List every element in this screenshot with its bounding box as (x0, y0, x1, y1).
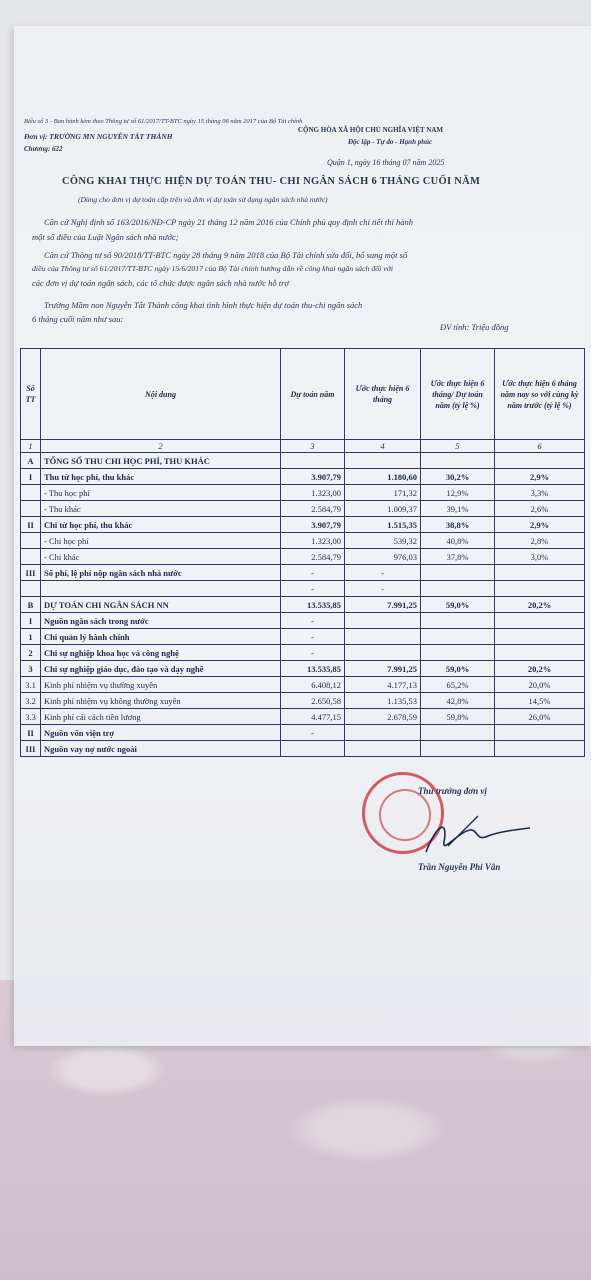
row-number: III (21, 741, 41, 757)
nation-motto: Độc lập - Tự do - Hạnh phúc (348, 138, 433, 146)
ratio-prior-cell (495, 613, 585, 629)
annual-estimate-cell (281, 453, 345, 469)
row-number: 3.1 (21, 677, 41, 693)
row-number (21, 485, 41, 501)
row-number: III (21, 565, 41, 581)
basis-line-6: Trường Mầm non Nguyễn Tất Thành công khai tình hình thực hiện dự toán thu-chi ngân sách (44, 300, 363, 310)
index-cell: 2 (41, 440, 281, 453)
ratio-prior-cell (495, 645, 585, 661)
row-label: Số phí, lệ phí nộp ngân sách nhà nước (41, 565, 281, 581)
row-label: Chi quản lý hành chính (41, 629, 281, 645)
ratio-annual-cell (421, 453, 495, 469)
six-month-cell: 539,32 (345, 533, 421, 549)
annual-estimate-cell: 1.323,00 (281, 533, 345, 549)
row-label: Kinh phí nhiệm vụ thường xuyên (41, 677, 281, 693)
ratio-annual-cell: 59,0% (421, 661, 495, 677)
table-header-row (21, 349, 585, 440)
ratio-prior-cell: 20,2% (495, 661, 585, 677)
ratio-prior-cell (495, 453, 585, 469)
row-number: 3.3 (21, 709, 41, 725)
ratio-prior-cell: 3,3% (495, 485, 585, 501)
table-row (21, 613, 585, 629)
header-ratio-annual: Ước thực hiện 6 tháng/ Dự toán năm (tỷ lệ %) (421, 349, 495, 440)
basis-line-2: một số điều của Luật Ngân sách nhà nước; (32, 232, 179, 242)
unit-name: Đơn vị: TRƯỜNG MN NGUYỄN TẤT THÀNH (24, 132, 173, 141)
form-note: Biểu số 3 - Ban hành kèm theo Thông tư số 61/2017/TT-BTC ngày 15 tháng 06 năm 2017 của Bộ Tài chính (24, 118, 303, 125)
annual-estimate-cell: 3.907,79 (281, 469, 345, 485)
ratio-annual-cell: 65,2% (421, 677, 495, 693)
table-row (21, 453, 585, 469)
ratio-annual-cell: 40,8% (421, 533, 495, 549)
budget-table (20, 348, 585, 757)
row-label: - Thu khác (41, 501, 281, 517)
row-label: Kinh phí nhiệm vụ không thường xuyên (41, 693, 281, 709)
six-month-cell: 4.177,13 (345, 677, 421, 693)
annual-estimate-cell: - (281, 613, 345, 629)
ratio-annual-cell: 38,8% (421, 517, 495, 533)
header-stt: Số TT (21, 349, 41, 440)
ratio-prior-cell: 2,9% (495, 469, 585, 485)
index-cell: 3 (281, 440, 345, 453)
ratio-annual-cell: 30,2% (421, 469, 495, 485)
ratio-prior-cell (495, 725, 585, 741)
annual-estimate-cell: 13.535,85 (281, 597, 345, 613)
row-number: 1 (21, 629, 41, 645)
ratio-annual-cell (421, 629, 495, 645)
ratio-prior-cell (495, 581, 585, 597)
row-label: Thu từ học phí, thu khác (41, 469, 281, 485)
place-date: Quận 1, ngày 16 tháng 07 năm 2025 (327, 158, 445, 167)
row-number: I (21, 469, 41, 485)
header-annual-estimate: Dự toán năm (281, 349, 345, 440)
row-label: Nguồn vay nợ nước ngoài (41, 741, 281, 757)
row-number (21, 549, 41, 565)
ratio-annual-cell (421, 581, 495, 597)
row-number: 3.2 (21, 693, 41, 709)
basis-line-1: Căn cứ Nghị định số 163/2016/NĐ-CP ngày 21 tháng 12 năm 2016 của Chính phủ quy định chi tiết thi hành (44, 217, 414, 227)
six-month-cell (345, 613, 421, 629)
ratio-prior-cell (495, 741, 585, 757)
six-month-cell (345, 453, 421, 469)
six-month-cell (345, 741, 421, 757)
table-row (21, 565, 585, 581)
ratio-prior-cell: 2,9% (495, 517, 585, 533)
index-cell: 4 (345, 440, 421, 453)
basis-line-5: các đơn vị dự toán ngân sách, các tổ chức được ngân sách nhà nước hỗ trợ (32, 278, 289, 288)
annual-estimate-cell: 6.408,12 (281, 677, 345, 693)
six-month-cell: 1.515,35 (345, 517, 421, 533)
header-ratio-prior-year: Ước thực hiện 6 tháng năm nay so với cùng kỳ năm trước (tỷ lệ %) (495, 349, 585, 440)
row-label: Kinh phí cải cách tiền lương (41, 709, 281, 725)
table-row (21, 677, 585, 693)
ratio-prior-cell: 20,2% (495, 597, 585, 613)
header-content: Nội dung (41, 349, 281, 440)
row-label: - Chi học phí (41, 533, 281, 549)
table-row (21, 517, 585, 533)
six-month-cell: 7.991,25 (345, 597, 421, 613)
ratio-prior-cell: 3,0% (495, 549, 585, 565)
row-number: II (21, 517, 41, 533)
six-month-cell: 171,32 (345, 485, 421, 501)
index-cell: 1 (21, 440, 41, 453)
ratio-annual-cell: 59,8% (421, 709, 495, 725)
row-number: 3 (21, 661, 41, 677)
header-6-month-estimate: Ước thực hiện 6 tháng (345, 349, 421, 440)
ratio-annual-cell (421, 645, 495, 661)
table-row (21, 501, 585, 517)
table-row (21, 533, 585, 549)
table-row (21, 645, 585, 661)
ratio-annual-cell: 42,8% (421, 693, 495, 709)
basis-line-3: Căn cứ Thông tư số 90/2018/TT-BTC ngày 28 tháng 9 năm 2018 của Bộ Tài chính sửa đổi, bổ sung một số (44, 250, 408, 260)
six-month-cell (345, 629, 421, 645)
basis-line-4: điều của Thông tư số 61/2017/TT-BTC ngày 15/6/2017 của Bộ Tài chính hướng dẫn về công khai ngân sách đối với (32, 264, 394, 273)
ratio-annual-cell (421, 613, 495, 629)
annual-estimate-cell (281, 741, 345, 757)
six-month-cell: 976,03 (345, 549, 421, 565)
ratio-annual-cell (421, 741, 495, 757)
table-row (21, 485, 585, 501)
basis-line-7: 6 tháng cuối năm như sau: (32, 314, 124, 324)
row-number: B (21, 597, 41, 613)
row-number: I (21, 613, 41, 629)
signer-role: Thủ trưởng đơn vị (418, 786, 487, 796)
index-row (21, 440, 585, 453)
annual-estimate-cell: - (281, 581, 345, 597)
ratio-prior-cell (495, 629, 585, 645)
row-number (21, 533, 41, 549)
ratio-prior-cell: 26,0% (495, 709, 585, 725)
row-number (21, 581, 41, 597)
ratio-prior-cell (495, 565, 585, 581)
ratio-annual-cell: 37,8% (421, 549, 495, 565)
six-month-cell (345, 725, 421, 741)
row-label: - Chi khác (41, 549, 281, 565)
ratio-annual-cell (421, 565, 495, 581)
row-label: DỰ TOÁN CHI NGÂN SÁCH NN (41, 597, 281, 613)
row-label: TỔNG SỐ THU CHI HỌC PHÍ, THU KHÁC (41, 453, 281, 469)
annual-estimate-cell: - (281, 645, 345, 661)
row-label: Chi sự nghiệp giáo dục, đào tạo và dạy nghề (41, 661, 281, 677)
row-label: Chi sự nghiệp khoa học và công nghệ (41, 645, 281, 661)
annual-estimate-cell: 13.535,85 (281, 661, 345, 677)
six-month-cell: 7.991,25 (345, 661, 421, 677)
table-row (21, 709, 585, 725)
nation-heading: CỘNG HÒA XÃ HỘI CHỦ NGHĨA VIỆT NAM (298, 126, 444, 134)
six-month-cell: - (345, 565, 421, 581)
table-row (21, 725, 585, 741)
annual-estimate-cell: 3.907,79 (281, 517, 345, 533)
unit-note: ĐV tính: Triệu đồng (440, 322, 509, 332)
table-row (21, 693, 585, 709)
signer-name: Trần Nguyễn Phi Vân (418, 862, 501, 872)
table-row (21, 629, 585, 645)
six-month-cell: 2.678,59 (345, 709, 421, 725)
row-number (21, 501, 41, 517)
document-title: CÔNG KHAI THỰC HIỆN DỰ TOÁN THU- CHI NGÂN SÁCH 6 THÁNG CUỐI NĂM (62, 176, 481, 187)
row-label: Nguồn ngân sách trong nước (41, 613, 281, 629)
annual-estimate-cell: 1.323,00 (281, 485, 345, 501)
annual-estimate-cell: 2.584,79 (281, 549, 345, 565)
table-row (21, 741, 585, 757)
handwritten-signature (418, 812, 538, 862)
annual-estimate-cell: 2.650,58 (281, 693, 345, 709)
table-row (21, 549, 585, 565)
row-label: - Thu học phí (41, 485, 281, 501)
document-subtitle: (Dùng cho đơn vị dự toán cấp trên và đơn vị dự toán sử dụng ngân sách nhà nước) (78, 195, 328, 204)
table-row (21, 661, 585, 677)
annual-estimate-cell: - (281, 629, 345, 645)
row-label (41, 581, 281, 597)
row-label: Chi từ học phí, thu khác (41, 517, 281, 533)
chapter: Chương: 622 (24, 145, 63, 153)
six-month-cell (345, 645, 421, 661)
ratio-annual-cell: 39,1% (421, 501, 495, 517)
ratio-annual-cell: 12,9% (421, 485, 495, 501)
row-number: II (21, 725, 41, 741)
annual-estimate-cell: - (281, 725, 345, 741)
row-number: A (21, 453, 41, 469)
six-month-cell: 1.180,60 (345, 469, 421, 485)
row-number: 2 (21, 645, 41, 661)
six-month-cell: 1.009,37 (345, 501, 421, 517)
annual-estimate-cell: - (281, 565, 345, 581)
annual-estimate-cell: 2.584,79 (281, 501, 345, 517)
six-month-cell: - (345, 581, 421, 597)
index-cell: 5 (421, 440, 495, 453)
table-row (21, 469, 585, 485)
six-month-cell: 1.135,53 (345, 693, 421, 709)
table-row (21, 597, 585, 613)
ratio-annual-cell: 59,0% (421, 597, 495, 613)
ratio-annual-cell (421, 725, 495, 741)
table-row (21, 581, 585, 597)
annual-estimate-cell: 4.477,15 (281, 709, 345, 725)
ratio-prior-cell: 2,6% (495, 501, 585, 517)
ratio-prior-cell: 20,0% (495, 677, 585, 693)
ratio-prior-cell: 14,5% (495, 693, 585, 709)
row-label: Nguồn vốn viện trợ (41, 725, 281, 741)
index-cell: 6 (495, 440, 585, 453)
ratio-prior-cell: 2,8% (495, 533, 585, 549)
